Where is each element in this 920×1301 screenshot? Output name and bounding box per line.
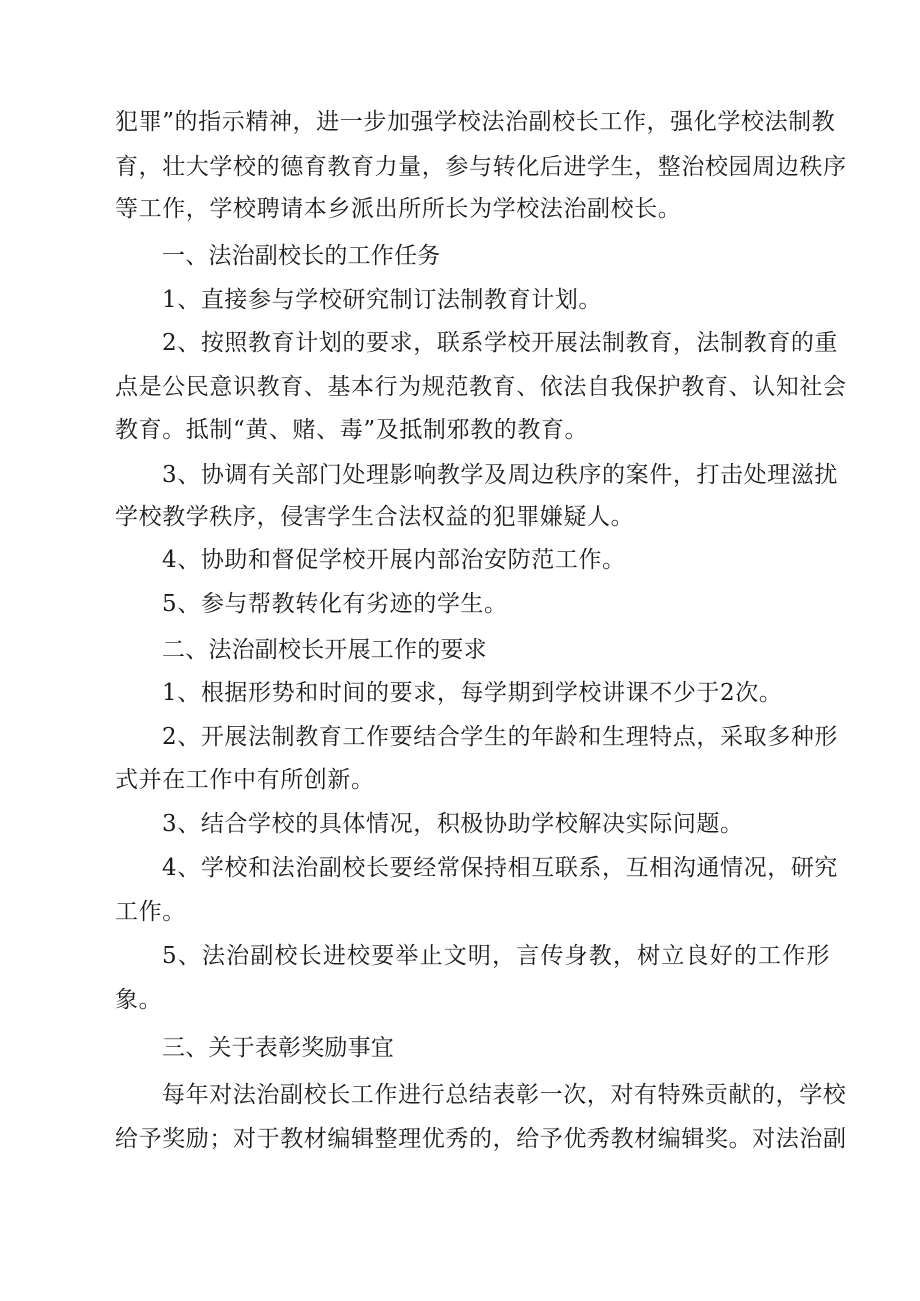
list-item: 1、直接参与学校研究制订法制教育计划。 (162, 287, 603, 313)
paragraph-line: 给予奖励；对于教材编辑整理优秀的，给予优秀教材编辑奖。对法治副 (115, 1126, 847, 1152)
section-heading-tasks: 一、法治副校长的工作任务 (162, 243, 441, 269)
list-item: 3、结合学校的具体情况，积极协助学校解决实际问题。 (162, 811, 744, 837)
intro-line: 等工作，学校聘请本乡派出所所长为学校法治副校长。 (115, 196, 682, 222)
list-item-continuation: 式并在工作中有所创新。 (115, 767, 375, 793)
paragraph-line: 每年对法治副校长工作进行总结表彰一次，对有特殊贡献的，学校 (162, 1082, 847, 1108)
list-item-continuation: 工作。 (115, 899, 186, 925)
list-item: 5、法治副校长进校要举止文明，言传身教，树立良好的工作形 (162, 943, 830, 969)
list-item: 5、参与帮教转化有劣迹的学生。 (162, 591, 508, 617)
list-item: 2、按照教育计划的要求，联系学校开展法制教育，法制教育的重 (162, 330, 839, 356)
intro-line: 育，壮大学校的德育教育力量，参与转化后进学生，整治校园周边秩序 (115, 154, 847, 180)
list-item-continuation: 点是公民意识教育、基本行为规范教育、依法自我保护教育、认知社会 (115, 374, 847, 400)
list-item-continuation: 教育。抵制“黄、赌、毒”及抵制邪教的教育。 (115, 417, 589, 443)
list-item-continuation: 学校教学秩序，侵害学生合法权益的犯罪嫌疑人。 (115, 504, 635, 530)
intro-line: 犯罪”的指示精神，进一步加强学校法治副校长工作，强化学校法制教 (115, 109, 836, 135)
section-heading-requirements: 二、法治副校长开展工作的要求 (162, 637, 487, 663)
list-item: 4、协助和督促学校开展内部治安防范工作。 (162, 547, 626, 573)
list-item: 1、根据形势和时间的要求，每学期到学校讲课不少于2次。 (162, 680, 783, 706)
section-heading-awards: 三、关于表彰奖励事宜 (162, 1035, 394, 1061)
list-item: 3、协调有关部门处理影响教学及周边秩序的案件，打击处理滋扰 (162, 462, 839, 488)
list-item-continuation: 象。 (115, 987, 163, 1013)
list-item: 2、开展法制教育工作要结合学生的年龄和生理特点，采取多种形 (162, 724, 839, 750)
list-item: 4、学校和法治副校长要经常保持相互联系，互相沟通情况，研究 (162, 855, 839, 881)
